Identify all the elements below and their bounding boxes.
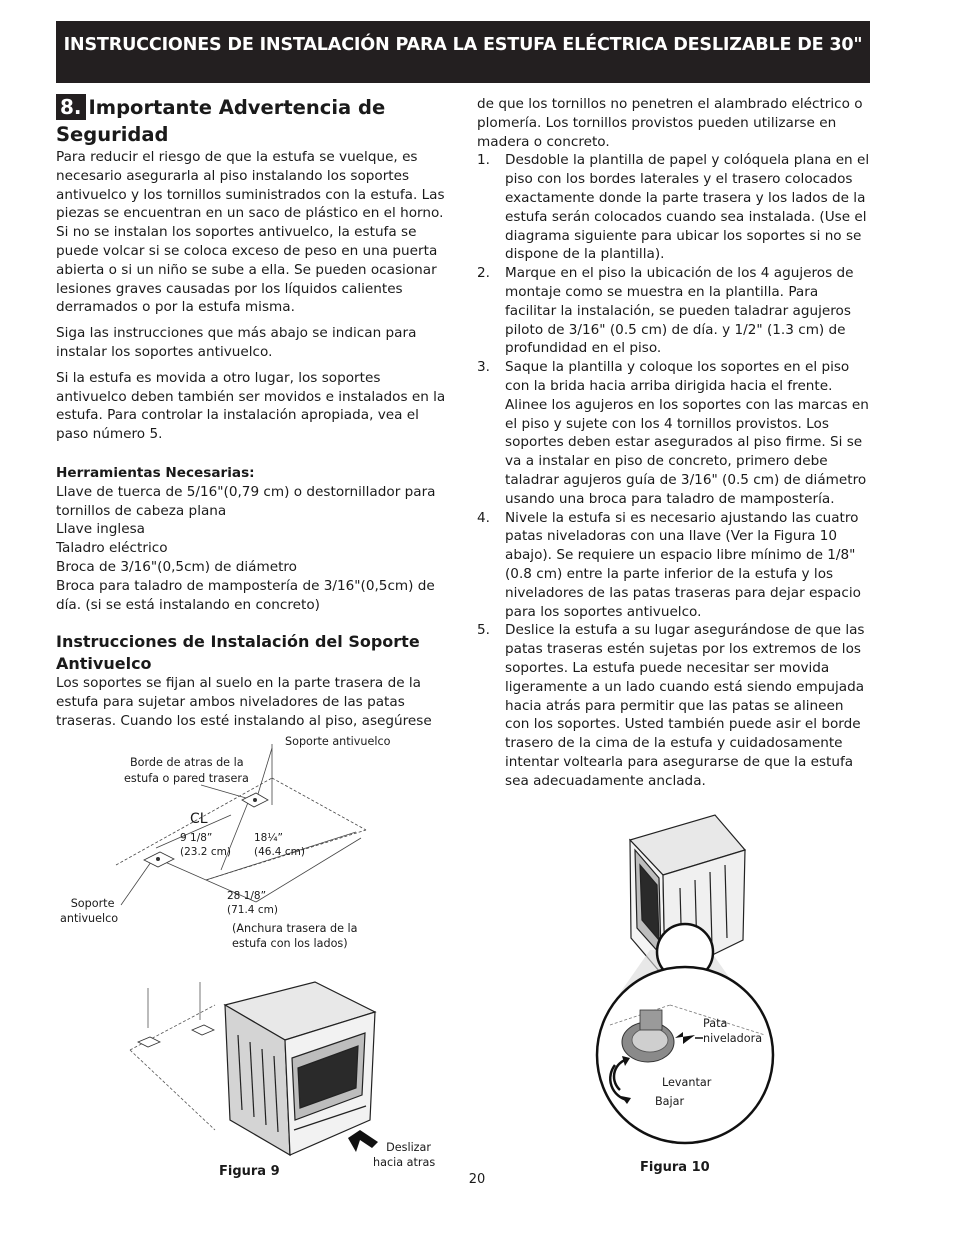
figure-9-caption: Figura 9 bbox=[219, 1164, 280, 1179]
tool-item: Broca de 3/16"(0,5cm) de diámetro bbox=[56, 558, 298, 575]
label-slide bbox=[373, 1140, 436, 1170]
step-text: Marque en el piso la ubicación de los 4 agujeros de montaje como se muestra en la plantilla. Para facilitar la instalación, se pueden taladrar agujeros piloto de 3/16" (0.5 cm) de día. y 1/2" (1.3 cm) de profundidad en el piso. bbox=[505, 265, 854, 357]
section-title-line1: Importante Advertencia de bbox=[88, 96, 386, 119]
step-text: Desdoble la plantilla de papel y colóquela plana en el piso con los bordes laterales y el trasero colocados exactamente donde la parte trasera y los lados de la estufa serán colocados cuando sea instalada. (Use el diagrama siguiente para ubicar los soportes si no se dispone de la plantilla). bbox=[505, 152, 870, 263]
label-line: (Anchura trasera de la bbox=[232, 922, 358, 935]
dimension-value: 9 1/8” bbox=[180, 832, 213, 844]
tool-item: Llave inglesa bbox=[56, 521, 145, 538]
leveling-leg-diagram bbox=[585, 810, 785, 1145]
step-number: 4. bbox=[477, 509, 490, 526]
step-text: Saque la plantilla y coloque los soportes en el piso con la brida hacia arriba dirigida hacia el frente. Alinee los agujeros en los soportes con las marcas en el piso y sujete con los 4 tornillos provistos. Los soportes deben estar asegurados al piso firme. Si se va a instalar en piso de concreto, primero debe taladrar agujeros guía de 3/16" (0.5 cm) de diámetro usando una broca para taladro de mampostería. bbox=[505, 359, 869, 507]
label-line: antivuelco bbox=[60, 912, 119, 925]
label-line: estufa con los lados) bbox=[232, 937, 348, 950]
dimension-value: (23.2 cm) bbox=[180, 846, 231, 858]
dimension-label bbox=[227, 889, 278, 917]
intro-paragraph-1: Para reducir el riesgo de que la estufa se vuelque, es necesario asegurarla al piso instalando los soportes antivuelco y los tornillos suministrados con la estufa. Las piezas se encuentran en un saco de plástico en el horno. Si no se instalan los soportes antivuelco, la estufa se puede volcar si se coloca exceso de peso en una puerta abierta o si un niño se sube a ella. Se pueden ocasionar lesiones graves causadas por los líquidos calientes derramados o por la estufa misma. bbox=[56, 149, 445, 316]
intro-paragraph-2: Siga las instrucciones que más abajo se indican para instalar los soportes antivuelco. bbox=[56, 325, 417, 360]
label-width bbox=[232, 921, 358, 951]
intro-paragraph-3: Si la estufa es movida a otro lugar, los soportes antivuelco deben también ser movidos e instalados en la estufa. Para controlar la instalación apropiada, vea el paso número 5. bbox=[56, 369, 446, 443]
tools-heading: Herramientas Necesarias: bbox=[56, 464, 255, 481]
label-raise: Levantar bbox=[662, 1076, 712, 1089]
label-centerline: CL bbox=[190, 811, 208, 827]
step-item bbox=[477, 509, 872, 622]
dimension-value: (46.4 cm) bbox=[254, 846, 305, 858]
section-title-line2: Seguridad bbox=[56, 123, 169, 146]
label-line: Soporte bbox=[70, 897, 115, 910]
step-number: 5. bbox=[477, 622, 490, 639]
step-text: Nivele la estufa si es necesario ajustando las cuatro patas niveladoras con una llave (Ver la Figura 10 abajo). Se requiere un espacio libre mínimo de 1/8" (0.8 cm) entre la parte inferior de la estufa y los niveladores de las patas traseras para dejar espacio para los soportes antivuelco. bbox=[505, 509, 861, 620]
step-item bbox=[477, 264, 872, 358]
step-text: Deslice la estufa a su lugar asegurándose de que las patas traseras estén sujetas por los extremos de los soportes. La estufa puede necesitar ser movida ligeramente a un lado cuando está siendo empujada hacia atrás para permitir que las patas se alineen con los soportes. Usted también puede asir el borde trasero de la cima de la estufa y cuidadosamente intentar voltearla para asegurarse de que la estufa sea adecuadamente anclada. bbox=[505, 622, 865, 789]
step-number: 1. bbox=[477, 152, 490, 169]
label-bracket-top: Soporte antivuelco bbox=[285, 735, 391, 748]
banner-title: INSTRUCCIONES DE INSTALACIÓN PARA LA ESTUFA ELÉCTRICA DESLIZABLE DE 30" bbox=[63, 35, 863, 55]
step-number: 3. bbox=[477, 359, 490, 376]
figure-10-caption: Figura 10 bbox=[640, 1160, 710, 1175]
steps-list bbox=[477, 151, 872, 790]
label-line: niveladora bbox=[703, 1032, 763, 1045]
tool-item: Llave de tuerca de 5/16"(0,79 cm) o destornillador para tornillos de cabeza plana bbox=[56, 483, 436, 519]
label-line: hacia atras bbox=[373, 1156, 436, 1169]
left-column bbox=[56, 94, 448, 731]
install-text: Los soportes se fijan al suelo en la parte trasera de la estufa para sujetar ambos niveladores de las patas traseras. Cuando los esté instalando al piso, asegúrese bbox=[56, 675, 432, 729]
range-slide-diagram bbox=[120, 980, 380, 1160]
step-number: 2. bbox=[477, 265, 490, 282]
section-title bbox=[56, 94, 448, 148]
label-bracket-left bbox=[60, 896, 119, 926]
label-lower: Bajar bbox=[655, 1095, 685, 1108]
label-leveling-leg bbox=[703, 1016, 762, 1046]
dimension-value: (71.4 cm) bbox=[227, 904, 278, 916]
install-heading: Instrucciones de Instalación del Soporte Antivuelco bbox=[56, 632, 420, 673]
tool-item: Taladro eléctrico bbox=[56, 540, 168, 557]
step-item bbox=[477, 621, 872, 790]
label-back-edge-1: Borde de atras de la bbox=[130, 756, 244, 769]
label-line: Deslizar bbox=[386, 1141, 432, 1154]
section-number: 8. bbox=[56, 94, 86, 120]
page-number: 20 bbox=[468, 1172, 486, 1187]
tool-item: Broca para taladro de mampostería de 3/16"(0,5cm) de día. (si se está instalando en concreto) bbox=[56, 577, 435, 613]
right-column bbox=[477, 95, 872, 790]
continued-text: de que los tornillos no penetren el alambrado eléctrico o plomería. Los tornillos provistos pueden utilizarse en madera o concreto. bbox=[477, 96, 863, 150]
step-item bbox=[477, 151, 872, 264]
label-back-edge-2: estufa o pared trasera bbox=[124, 772, 249, 785]
dimension-value: 18¼” bbox=[254, 832, 283, 844]
dimension-label bbox=[180, 831, 231, 859]
dimension-label bbox=[254, 831, 305, 859]
header-banner bbox=[56, 21, 870, 83]
step-item bbox=[477, 358, 872, 508]
label-line: Pata bbox=[703, 1017, 728, 1030]
dimension-value: 28 1/8” bbox=[227, 890, 267, 902]
